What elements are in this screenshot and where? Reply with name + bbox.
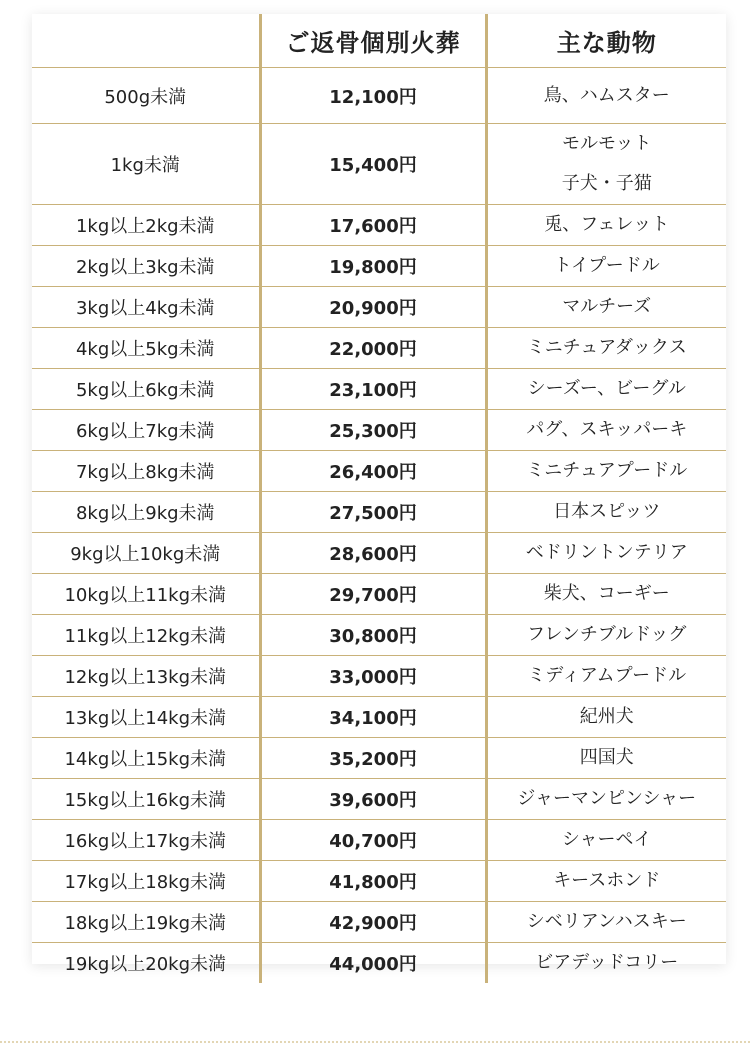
price-cell: 17,600円 [260, 205, 486, 246]
table-row [32, 451, 726, 492]
animals-cell [486, 615, 726, 656]
price-cell: 42,900円 [260, 902, 486, 943]
weight-cell: 1kg未満 [32, 124, 260, 205]
animal-name: マルチーズ [562, 296, 652, 317]
weight-cell: 18kg以上19kg未満 [32, 902, 260, 943]
weight-cell: 11kg以上12kg未満 [32, 615, 260, 656]
animals-cell [486, 738, 726, 779]
animal-name: 四国犬 [579, 747, 634, 768]
animal-name: キースホンド [553, 870, 661, 891]
price-cell: 27,500円 [260, 492, 486, 533]
price-cell: 28,600円 [260, 533, 486, 574]
table-row [32, 246, 726, 287]
animals-cell [486, 205, 726, 246]
weight-cell: 4kg以上5kg未満 [32, 328, 260, 369]
animal-name: ジャーマンピンシャー [517, 788, 697, 809]
animals-cell [486, 902, 726, 943]
table-row [32, 369, 726, 410]
animals-cell [486, 287, 726, 328]
table-row [32, 820, 726, 861]
weight-cell: 9kg以上10kg未満 [32, 533, 260, 574]
weight-cell: 500g未満 [32, 68, 260, 124]
animal-name: シベリアンハスキー [526, 911, 687, 932]
table-row [32, 943, 726, 984]
animal-name: パグ、スキッパーキ [526, 419, 688, 440]
animals-cell [486, 697, 726, 738]
animals-cell [486, 533, 726, 574]
price-cell: 41,800円 [260, 861, 486, 902]
price-cell: 12,100円 [260, 68, 486, 124]
price-cell: 33,000円 [260, 656, 486, 697]
animals-cell [486, 492, 726, 533]
table-row [32, 902, 726, 943]
animal-name: ミディアムプードル [527, 665, 687, 686]
weight-cell: 2kg以上3kg未満 [32, 246, 260, 287]
table-row [32, 738, 726, 779]
price-cell: 35,200円 [260, 738, 486, 779]
animal-name: トイプードル [553, 255, 660, 276]
animal-name: 鳥、ハムスター [543, 84, 670, 106]
weight-cell: 5kg以上6kg未満 [32, 369, 260, 410]
animals-cell [486, 124, 726, 205]
animal-name: 日本スピッツ [553, 501, 661, 522]
weight-cell: 17kg以上18kg未満 [32, 861, 260, 902]
table-row [32, 68, 726, 124]
table-row [32, 287, 726, 328]
animals-cell [486, 68, 726, 124]
animal-name: シャーペイ [561, 829, 652, 850]
table-row [32, 697, 726, 738]
animal-name: ベドリントンテリア [525, 542, 688, 563]
table-row [32, 124, 726, 205]
table-row [32, 615, 726, 656]
table-body [32, 68, 726, 984]
weight-cell: 10kg以上11kg未満 [32, 574, 260, 615]
animals-cell [486, 410, 726, 451]
weight-cell: 12kg以上13kg未満 [32, 656, 260, 697]
animal-name: ミニチュアプードル [526, 460, 688, 481]
animal-name: ビアデッドコリー [535, 952, 679, 973]
header-weight [32, 14, 260, 68]
price-cell: 30,800円 [260, 615, 486, 656]
weight-cell: 14kg以上15kg未満 [32, 738, 260, 779]
table-row [32, 492, 726, 533]
table-header-row [32, 14, 726, 68]
animals-cell [486, 574, 726, 615]
price-cell: 19,800円 [260, 246, 486, 287]
price-cell: 15,400円 [260, 124, 486, 205]
table-row [32, 779, 726, 820]
animals-cell [486, 246, 726, 287]
table-row [32, 410, 726, 451]
price-cell: 44,000円 [260, 943, 486, 984]
price-table-card [32, 14, 726, 975]
price-cell: 20,900円 [260, 287, 486, 328]
bottom-divider [0, 1041, 750, 1043]
table-row [32, 574, 726, 615]
animals-cell [486, 451, 726, 492]
animals-cell [486, 656, 726, 697]
table-row [32, 205, 726, 246]
price-cell: 23,100円 [260, 369, 486, 410]
table-row [32, 861, 726, 902]
table-row [32, 533, 726, 574]
animal-name: フレンチブルドッグ [527, 624, 687, 645]
weight-cell: 13kg以上14kg未満 [32, 697, 260, 738]
table-row [32, 656, 726, 697]
animal-name: 子犬・子猫 [561, 173, 652, 194]
price-cell: 34,100円 [260, 697, 486, 738]
animal-name: 紀州犬 [579, 706, 634, 727]
price-cell: 26,400円 [260, 451, 486, 492]
animals-cell [486, 820, 726, 861]
weight-cell: 7kg以上8kg未満 [32, 451, 260, 492]
animal-name: モルモット [562, 133, 652, 154]
price-cell: 29,700円 [260, 574, 486, 615]
weight-cell: 8kg以上9kg未満 [32, 492, 260, 533]
animal-name: ミニチュアダックス [526, 337, 687, 358]
weight-cell: 15kg以上16kg未満 [32, 779, 260, 820]
weight-cell: 16kg以上17kg未満 [32, 820, 260, 861]
price-cell: 25,300円 [260, 410, 486, 451]
price-table [32, 14, 726, 983]
weight-cell: 3kg以上4kg未満 [32, 287, 260, 328]
header-cremation-price: ご返骨個別火葬 [260, 14, 486, 68]
price-cell: 39,600円 [260, 779, 486, 820]
animals-cell [486, 943, 726, 984]
animals-cell [486, 861, 726, 902]
animals-cell [486, 779, 726, 820]
price-cell: 40,700円 [260, 820, 486, 861]
animals-cell [486, 369, 726, 410]
weight-cell: 6kg以上7kg未満 [32, 410, 260, 451]
animal-name: 柴犬、コーギー [543, 583, 670, 604]
price-cell: 22,000円 [260, 328, 486, 369]
table-row [32, 328, 726, 369]
weight-cell: 19kg以上20kg未満 [32, 943, 260, 984]
animals-cell [486, 328, 726, 369]
animal-name: シーズー、ビーグル [527, 378, 686, 399]
animal-name: 兎、フェレット [544, 214, 670, 235]
weight-cell: 1kg以上2kg未満 [32, 205, 260, 246]
header-main-animals: 主な動物 [486, 14, 726, 68]
